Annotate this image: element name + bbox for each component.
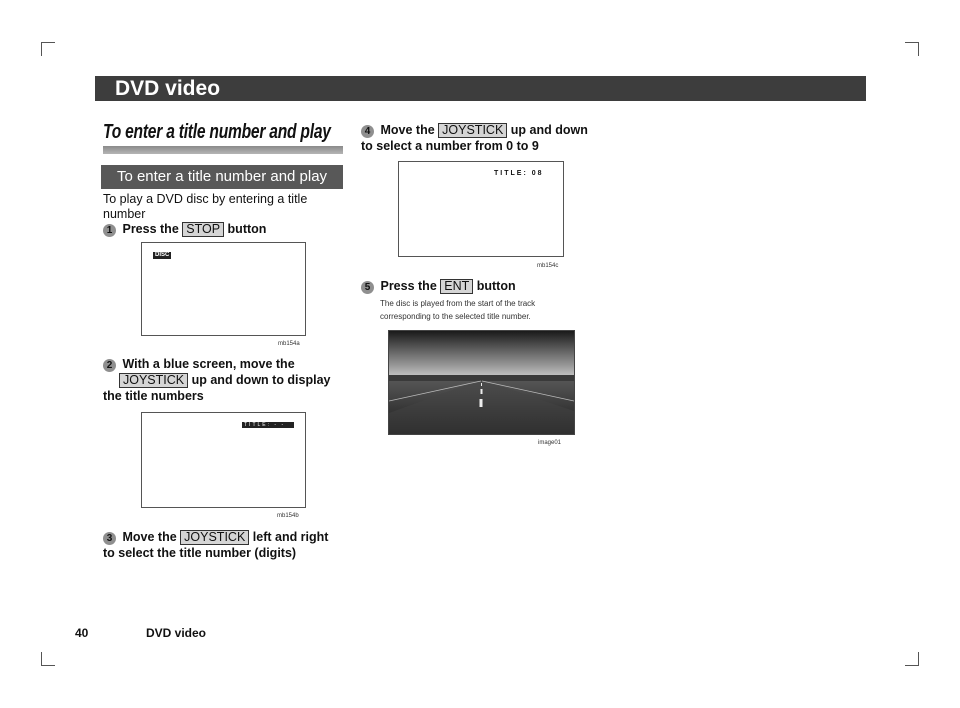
crop-mark-bottom-right-h <box>905 665 919 666</box>
joystick-key-label: JOYSTICK <box>438 123 507 138</box>
caption-mb154c: mb154c <box>537 263 559 269</box>
step-1 <box>103 221 343 237</box>
joystick-key-label: JOYSTICK <box>119 373 188 388</box>
step-4-pre: Move the <box>380 123 435 137</box>
step-4-post: up and down to select a number from 0 to 9 <box>361 123 588 153</box>
crop-mark-top-right-v <box>918 42 919 56</box>
crop-mark-bottom-right-v <box>918 652 919 666</box>
title-number-strip: TITLE: - - <box>242 422 294 428</box>
step-number-4: 4 <box>361 125 374 138</box>
crop-mark-bottom-left-v <box>41 652 42 666</box>
title-number-display: TITLE: 08 <box>494 170 544 177</box>
step-5-post: button <box>476 279 516 293</box>
crop-mark-top-left-v <box>41 42 42 56</box>
step-number-5: 5 <box>361 281 374 294</box>
page-number: 40 <box>75 626 89 640</box>
screen-mb154b <box>141 412 306 508</box>
stop-key-label: STOP <box>182 222 224 237</box>
caption-image01: image01 <box>538 440 562 446</box>
section-title: To enter a title number and play <box>103 121 331 143</box>
screen-mb154a <box>141 242 306 336</box>
road-photo <box>388 330 575 435</box>
screen-mb154c <box>398 161 564 257</box>
step-3-pre: Move the <box>122 530 177 544</box>
step-5 <box>361 278 601 294</box>
step-5-pre: Press the <box>380 279 437 293</box>
header-title: DVD video <box>115 77 221 100</box>
step-5-description: The disc is played from the start of the track corresponding to the selected title number. <box>380 299 536 321</box>
section-rule <box>103 146 343 154</box>
intro-text: To play a DVD disc by entering a title number <box>103 192 308 221</box>
disc-label: DISC <box>155 252 170 258</box>
crop-mark-top-right-h <box>905 42 919 43</box>
footer-section: DVD video <box>146 626 207 640</box>
step-3-post: left and right to select the title number (digits) <box>103 530 329 560</box>
crop-mark-bottom-left-h <box>41 665 55 666</box>
caption-mb154b: mb154b <box>277 513 299 519</box>
step-2-pre: With a blue screen, move the <box>122 357 295 371</box>
step-3 <box>103 529 343 561</box>
step-4 <box>361 122 601 154</box>
ent-key-label: ENT <box>440 279 473 294</box>
step-number-2: 2 <box>103 359 116 372</box>
step-2-post: up and down to display the title numbers <box>103 373 331 403</box>
subheading-bar: To enter a title number and play <box>101 165 343 189</box>
step-2 <box>103 356 343 404</box>
joystick-key-label: JOYSTICK <box>180 530 249 545</box>
step-number-3: 3 <box>103 532 116 545</box>
header-bar <box>95 76 866 101</box>
caption-mb154a: mb154a <box>278 341 300 347</box>
step-1-post: button <box>227 222 267 236</box>
step-1-pre: Press the <box>122 222 179 236</box>
step-number-1: 1 <box>103 224 116 237</box>
crop-mark-top-left-h <box>41 42 55 43</box>
